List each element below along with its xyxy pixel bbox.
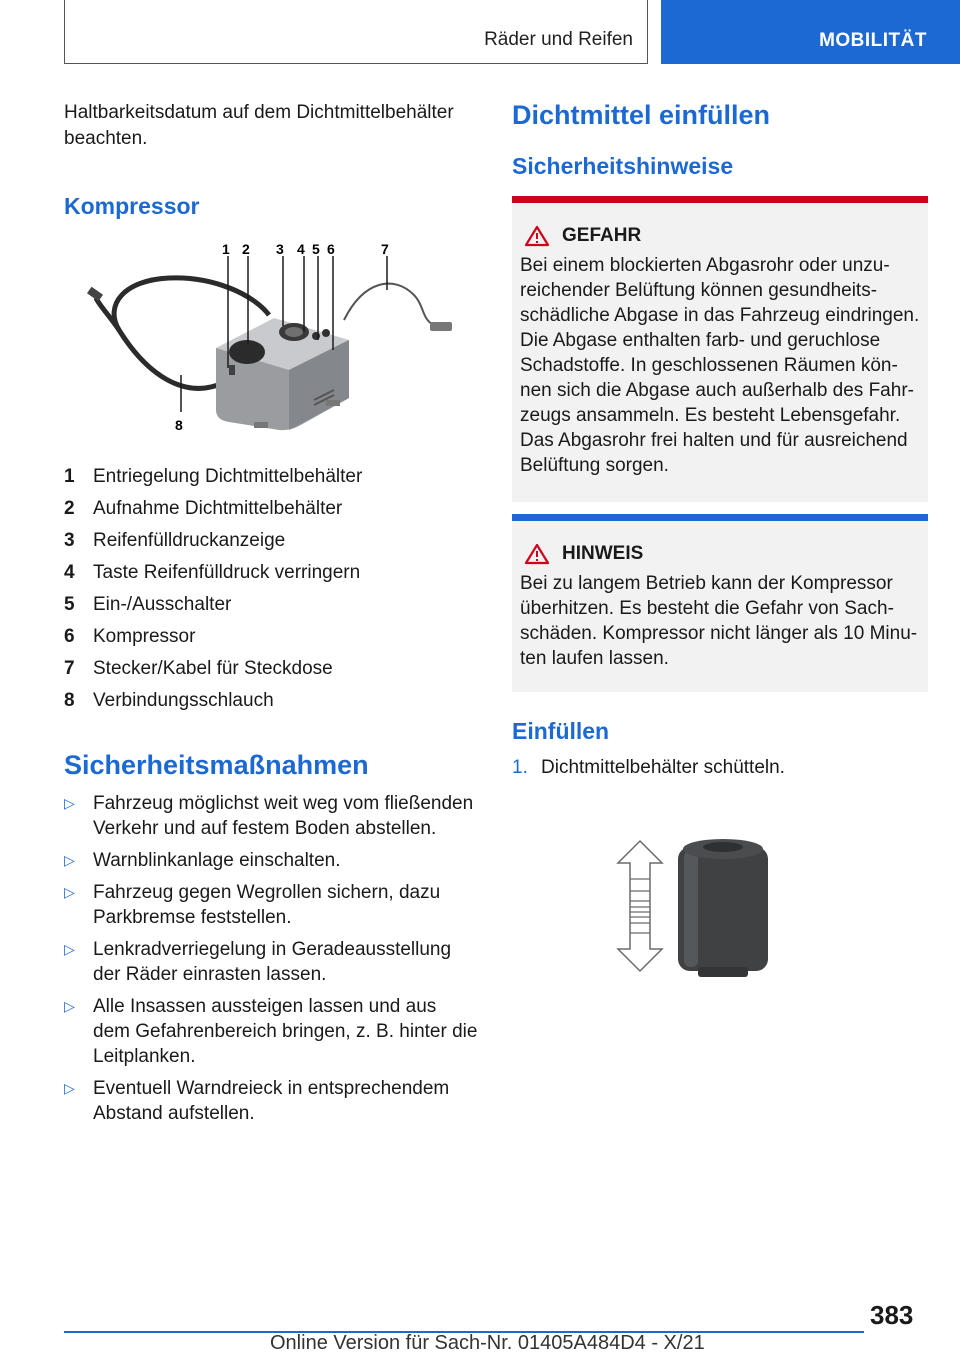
hint-title: HINWEIS bbox=[562, 543, 644, 564]
bullet-item: ▷ Alle Insassen aussteigen lassen und aus dem Gefahrenbereich bringen, z. B. hinter die Leitplanken. bbox=[64, 996, 478, 1067]
bullet-item: ▷ Fahrzeug gegen Wegrollen sichern, dazu Parkbremse feststellen. bbox=[64, 882, 441, 928]
compressor-figure bbox=[64, 240, 478, 440]
header-chapter-tab: MOBILITÄT bbox=[661, 0, 960, 64]
legend-item: 3 Reifenfülldruckanzeige bbox=[64, 530, 286, 551]
danger-text: Bei einem blockierten Abgasrohr oder unzureichender Belüftung können gesundheitsschädliche Abgase in das Fahrzeug eindringen. Die Abgase enthalten farb- und geruchlose Schadstoffe. In geschlossenen Räumen können sich die Abgase auch außerhalb des Fahrzeugs ansammeln. Es besteht Lebensgefahr. Das Abgasrohr frei halten und für ausreichend Belüftung sorgen. bbox=[520, 255, 920, 476]
callout-1: 1 bbox=[222, 241, 230, 257]
hint-text: Bei zu langem Betrieb kann der Kompressor überhitzen. Es besteht die Gefahr von Sachschäden. Kompressor nicht länger als 10 Minuten laufen lassen. bbox=[520, 573, 918, 669]
callout-8: 8 bbox=[175, 417, 183, 433]
compressor-illustration bbox=[64, 240, 478, 440]
legend-list bbox=[64, 461, 478, 717]
callout-3: 3 bbox=[276, 241, 284, 257]
left-column bbox=[64, 100, 478, 1133]
header-section-title: Räder und Reifen bbox=[484, 29, 633, 50]
warning-triangle-icon bbox=[524, 225, 550, 247]
callout-5: 5 bbox=[312, 241, 320, 257]
shake-figure bbox=[512, 837, 928, 987]
legend-item: 5 Ein-/Ausschalter bbox=[64, 594, 232, 615]
safety-subheading: Sicherheitshinweise bbox=[512, 153, 734, 179]
compressor-heading: Kompressor bbox=[64, 193, 200, 219]
bullet-item: ▷ Eventuell Warndreieck in entsprechendem Abstand aufstellen. bbox=[64, 1078, 450, 1124]
danger-title: GEFAHR bbox=[562, 225, 642, 246]
legend-item: 8 Verbindungsschlauch bbox=[64, 690, 274, 711]
step-item: 1. Dichtmittelbehälter schütteln. bbox=[512, 757, 785, 778]
triangle-right-icon: ▷ bbox=[64, 1080, 75, 1096]
page-number: 383 bbox=[870, 1300, 914, 1330]
callout-6: 6 bbox=[327, 241, 335, 257]
danger-notice bbox=[512, 196, 928, 502]
triangle-right-icon: ▷ bbox=[64, 941, 75, 957]
triangle-right-icon: ▷ bbox=[64, 852, 75, 868]
intro-text: Haltbarkeitsdatum auf dem Dichtmittelbehälter beachten. bbox=[64, 102, 454, 149]
legend-item: 1 Entriegelung Dichtmittelbehälter bbox=[64, 466, 363, 487]
legend-item: 2 Aufnahme Dichtmittelbehälter bbox=[64, 498, 343, 519]
safety-bullet-list bbox=[64, 791, 478, 1126]
fill-heading: Einfüllen bbox=[512, 718, 610, 744]
steps-list bbox=[512, 755, 928, 781]
header-section-box bbox=[64, 0, 648, 64]
callout-2: 2 bbox=[242, 241, 250, 257]
right-column bbox=[512, 100, 928, 987]
safety-heading: Sicherheitsmaßnahmen bbox=[64, 750, 369, 780]
shake-container-illustration bbox=[512, 837, 928, 987]
bullet-item: ▷ Lenkradverriegelung in Geradeausstellung der Räder einrasten lassen. bbox=[64, 939, 452, 985]
callout-4: 4 bbox=[297, 241, 305, 257]
legend-item: 4 Taste Reifenfülldruck verringern bbox=[64, 562, 361, 583]
footer-version-text: Online Version für Sach-Nr. 01405A484D4 - X/21 bbox=[270, 1332, 705, 1354]
main-heading: Dichtmittel einfüllen bbox=[512, 100, 771, 130]
legend-item: 7 Stecker/Kabel für Steckdose bbox=[64, 658, 333, 679]
warning-triangle-icon bbox=[524, 543, 550, 565]
triangle-right-icon: ▷ bbox=[64, 795, 75, 811]
callout-7: 7 bbox=[381, 241, 389, 257]
bullet-item: ▷ Warnblinkanlage einschalten. bbox=[64, 850, 341, 871]
hint-notice bbox=[512, 514, 928, 692]
triangle-right-icon: ▷ bbox=[64, 998, 75, 1014]
triangle-right-icon: ▷ bbox=[64, 884, 75, 900]
bullet-item: ▷ Fahrzeug möglichst weit weg vom fließenden Verkehr und auf festem Boden abstellen. bbox=[64, 793, 474, 839]
legend-item: 6 Kompressor bbox=[64, 626, 196, 647]
